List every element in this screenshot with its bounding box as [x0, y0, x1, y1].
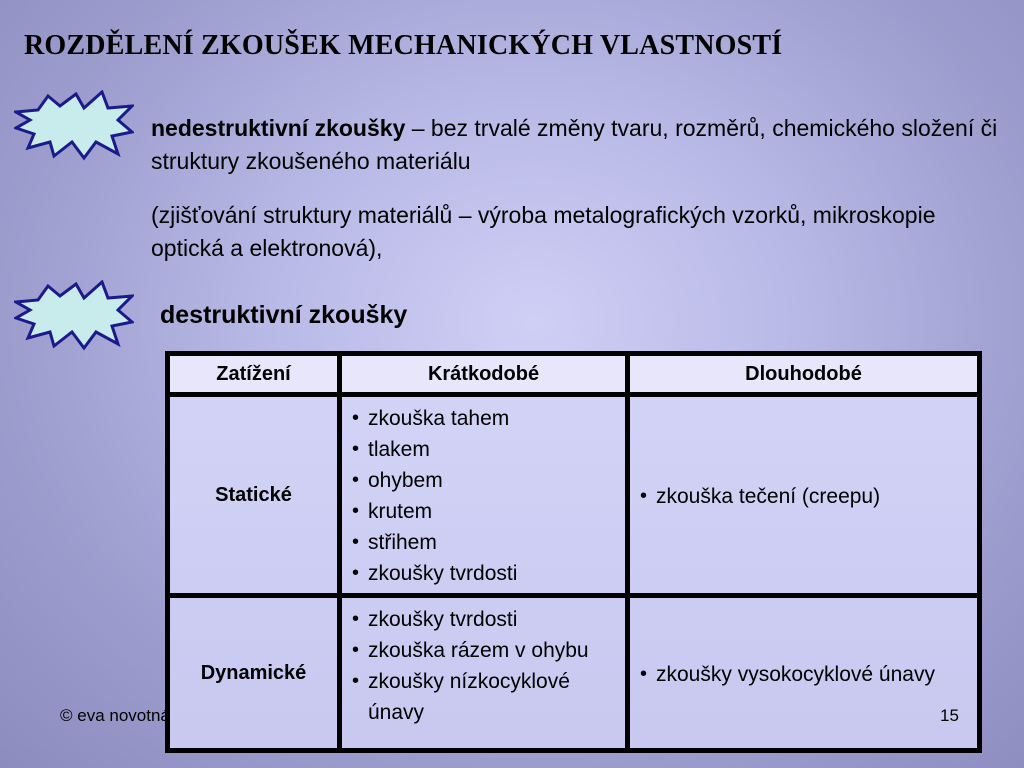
tests-table [165, 351, 982, 753]
list-item: • zkoušky tvrdosti [350, 558, 619, 589]
row-label-static: Statické [168, 395, 340, 596]
list-item: • tlakem [350, 434, 619, 465]
nondestructive-example: (zjišťování struktury materiálů – výroba metalografických vzorků, mikroskopie optická a elektronová), [151, 202, 936, 261]
starburst-icon [14, 280, 134, 352]
static-long-term-cell [628, 395, 980, 596]
list-item: • ohybem [350, 465, 619, 496]
row-label-dynamic: Dynamické [168, 596, 340, 751]
nondestructive-paragraph [151, 112, 1001, 178]
list-item: • střihem [350, 527, 619, 558]
list-item: • zkoušky nízkocyklové únavy [350, 666, 619, 728]
header-long-term: Dlouhodobé [628, 354, 980, 395]
list-item: • zkouška tahem [350, 403, 619, 434]
list-item: • zkouška tečení (creepu) [638, 481, 971, 512]
list-item: • krutem [350, 496, 619, 527]
nondestructive-text: – bez trvalé změny tvaru, rozměrů, chemického složení či struktury zkoušeného materiálu [151, 115, 998, 174]
table-row [168, 596, 980, 751]
table-header-row [168, 354, 980, 395]
starburst-icon [14, 90, 134, 162]
dynamic-short-term-cell [340, 596, 628, 751]
static-short-term-cell [340, 395, 628, 596]
footer-author: © eva novotná [60, 706, 170, 725]
dynamic-long-term-cell [628, 596, 980, 751]
header-short-term: Krátkodobé [340, 354, 628, 395]
page-number: 15 [940, 706, 959, 725]
list-item: • zkoušky tvrdosti [350, 604, 619, 635]
list-item: • zkouška rázem v ohybu [350, 635, 619, 666]
header-load: Zatížení [168, 354, 340, 395]
list-item: • zkoušky vysokocyklové únavy [638, 659, 971, 690]
destructive-heading: destruktivní zkoušky [160, 301, 408, 329]
slide-title: ROZDĚLENÍ ZKOUŠEK MECHANICKÝCH VLASTNOSTÍ [24, 30, 783, 61]
nondestructive-lead: nedestruktivní zkoušky [151, 115, 406, 141]
table-row [168, 395, 980, 596]
